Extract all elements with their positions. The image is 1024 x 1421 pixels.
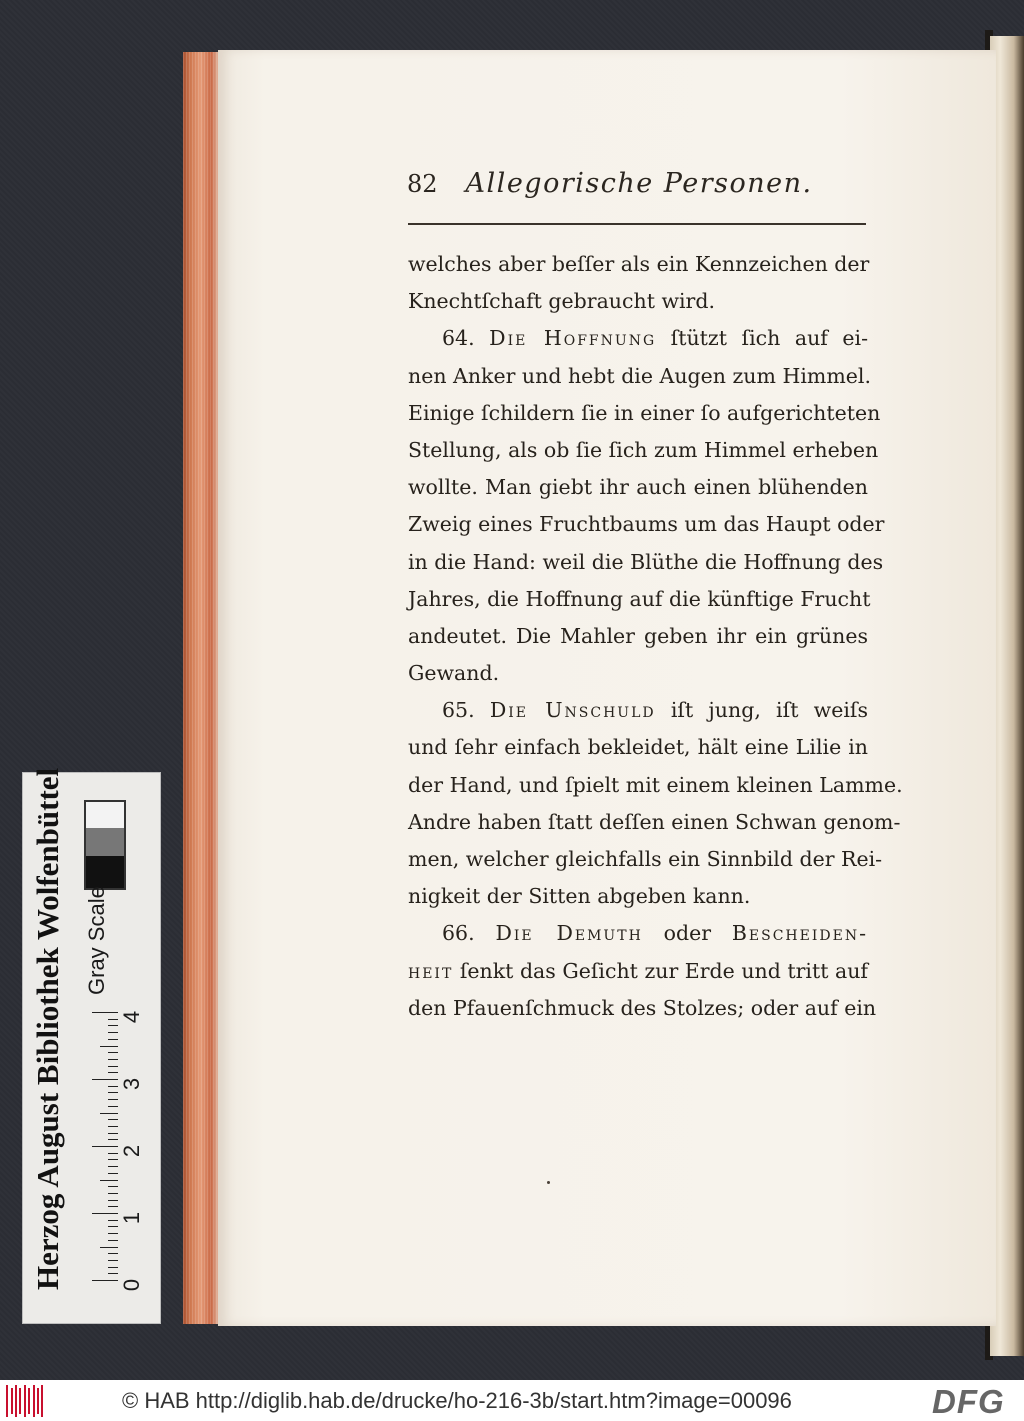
dfg-logo: DFG xyxy=(932,1383,1005,1420)
ruler-tick xyxy=(108,1186,118,1187)
ruler-tick xyxy=(108,1166,118,1167)
ruler-tick xyxy=(108,1019,118,1020)
barcode-bar xyxy=(11,1388,13,1414)
text-line xyxy=(408,767,903,804)
running-title: Allegorische Personen. xyxy=(465,168,813,199)
ruler-tick xyxy=(108,1193,118,1194)
ruler-number: 0 xyxy=(119,1278,145,1292)
ruler-tick xyxy=(100,1046,118,1047)
small-caps-heading: heit xyxy=(408,958,454,983)
text-run: den Pfauenſchmuck des Stolzes; oder auf ein xyxy=(408,995,877,1020)
text-line xyxy=(408,246,868,283)
barcode-bar xyxy=(24,1385,26,1417)
text-line xyxy=(408,841,883,878)
ruler-tick xyxy=(108,1159,118,1160)
ruler-tick xyxy=(108,1260,118,1261)
ruler-tick xyxy=(108,1059,118,1060)
text-run: Einige ſchildern ſie in einer ſo aufgerichteten xyxy=(408,400,881,425)
text-run: Knechtſchaft gebraucht wird. xyxy=(408,289,715,314)
text-run: ſenkt das Geſicht zur Erde und tritt auf xyxy=(453,958,868,983)
ruler-tick xyxy=(108,1039,118,1040)
text-line xyxy=(408,915,868,952)
small-caps-heading: Die Demuth xyxy=(495,921,643,946)
ruler-tick xyxy=(108,1072,118,1073)
text-run: oder xyxy=(642,921,732,946)
ruler-tick xyxy=(108,1133,118,1134)
footer-copyright-url[interactable]: © HAB http://diglib.hab.de/drucke/ho-216-3b/start.htm?image=00096 xyxy=(122,1388,792,1413)
ruler-tick xyxy=(108,1206,118,1207)
gray-scale-patches xyxy=(84,800,126,890)
ruler-tick xyxy=(108,1240,118,1241)
ruler-tick xyxy=(100,1180,118,1181)
text-line xyxy=(408,953,868,990)
ruler-tick xyxy=(108,1086,118,1087)
text-line xyxy=(408,395,881,432)
ruler-tick xyxy=(108,1092,118,1093)
ruler-tick xyxy=(92,1280,118,1281)
text-run: 64. xyxy=(442,326,490,351)
barcode-bar xyxy=(37,1388,39,1414)
text-run: in die Hand: weil die Blüthe die Hoffnung des xyxy=(408,549,884,574)
text-line xyxy=(408,581,871,618)
text-run: Zweig eines Fruchtbaums um das Haupt oder xyxy=(408,512,885,537)
text-run: andeutet. Die Mahler geben ihr ein grünes xyxy=(408,623,868,648)
ruler-tick xyxy=(108,1173,118,1174)
ruler-tick xyxy=(108,1220,118,1221)
text-run: nen Anker und hebt die Augen zum Himmel. xyxy=(408,363,871,388)
ruler-tick xyxy=(108,1200,118,1201)
ruler-number: 1 xyxy=(119,1211,145,1225)
text-line xyxy=(408,506,885,543)
ruler-tick xyxy=(108,1233,118,1234)
ruler-tick xyxy=(108,1066,118,1067)
text-line xyxy=(408,283,868,320)
text-line xyxy=(408,432,879,469)
text-run: 66. xyxy=(442,921,496,946)
text-line xyxy=(408,729,868,766)
small-caps-heading: Bescheiden- xyxy=(731,921,868,946)
barcode-bar xyxy=(41,1385,43,1417)
ruler-tick xyxy=(92,1079,118,1080)
text-run: der Hand, und ſpielt mit einem kleinen Lamme. xyxy=(408,772,903,797)
ruler-number: 4 xyxy=(119,1010,145,1024)
text-line xyxy=(408,469,868,506)
header-rule xyxy=(408,223,866,225)
text-line xyxy=(408,655,868,692)
ruler-tick xyxy=(108,1267,118,1268)
text-line xyxy=(408,878,868,915)
ruler-tick xyxy=(100,1113,118,1114)
text-run: nigkeit der Sitten abgeben kann. xyxy=(408,884,751,909)
ruler-tick xyxy=(108,1032,118,1033)
barcode-bar xyxy=(19,1388,21,1414)
text-run: 65. xyxy=(442,698,490,723)
institution-label: Herzog August Bibliothek Wolfenbüttel xyxy=(30,767,65,1290)
text-run: welches aber beſſer als ein Kennzeichen der xyxy=(408,252,870,276)
ruler-tick xyxy=(108,1153,118,1154)
text-run: men, welcher gleichfalls ein Sinnbild der Rei- xyxy=(408,847,883,871)
ruler xyxy=(78,1010,145,1292)
ruler-tick xyxy=(108,1253,118,1254)
ruler-number: 2 xyxy=(119,1144,145,1158)
ruler-tick xyxy=(108,1226,118,1227)
ruler-tick xyxy=(92,1012,118,1013)
ruler-tick xyxy=(108,1119,118,1120)
ruler-tick xyxy=(92,1213,118,1214)
page-number: 82 xyxy=(407,170,438,198)
barcode-bar xyxy=(6,1385,8,1417)
small-caps-heading: Die Hoffnung xyxy=(489,326,657,351)
text-run: und ſehr einfach bekleidet, hält eine Lilie in xyxy=(408,735,868,760)
barcode-icon xyxy=(6,1385,46,1417)
barcode-bar xyxy=(33,1385,35,1417)
ruler-tick xyxy=(108,1126,118,1127)
text-line xyxy=(408,804,901,841)
small-caps-heading: Die Unschuld xyxy=(489,698,656,723)
text-run: Jahres, die Hoffnung auf die künftige Frucht xyxy=(408,586,871,611)
text-run: Andre haben ſtatt deſſen einen Schwan genom- xyxy=(408,809,901,834)
text-run: ſtützt ſich auf ei- xyxy=(656,326,869,351)
page-body-text xyxy=(408,246,903,1027)
ruler-tick xyxy=(92,1146,118,1147)
text-line xyxy=(408,990,877,1027)
ruler-tick xyxy=(108,1052,118,1053)
ruler-tick xyxy=(108,1025,118,1026)
text-line xyxy=(408,544,884,581)
ruler-tick xyxy=(100,1247,118,1248)
text-run: Gewand. xyxy=(408,661,500,686)
text-run: iſt jung, iſt weiſs xyxy=(655,698,869,723)
barcode-bar xyxy=(15,1385,17,1417)
text-run: Stellung, als ob ſie ſich zum Himmel erheben xyxy=(408,437,879,462)
ruler-number: 3 xyxy=(119,1077,145,1091)
barcode-bar xyxy=(28,1388,30,1414)
ruler-tick xyxy=(108,1273,118,1274)
text-line xyxy=(408,618,868,655)
gray-scale-label: Gray Scale xyxy=(84,886,109,995)
ruler-tick xyxy=(108,1106,118,1107)
ink-speck xyxy=(547,1181,550,1184)
running-header xyxy=(407,168,867,199)
text-line xyxy=(408,358,871,395)
page-edges xyxy=(183,52,223,1324)
ruler-tick xyxy=(108,1099,118,1100)
ruler-tick xyxy=(108,1139,118,1140)
text-line xyxy=(408,320,868,357)
text-line xyxy=(408,692,868,729)
text-run: wollte. Man giebt ihr auch einen blühenden xyxy=(408,475,868,500)
